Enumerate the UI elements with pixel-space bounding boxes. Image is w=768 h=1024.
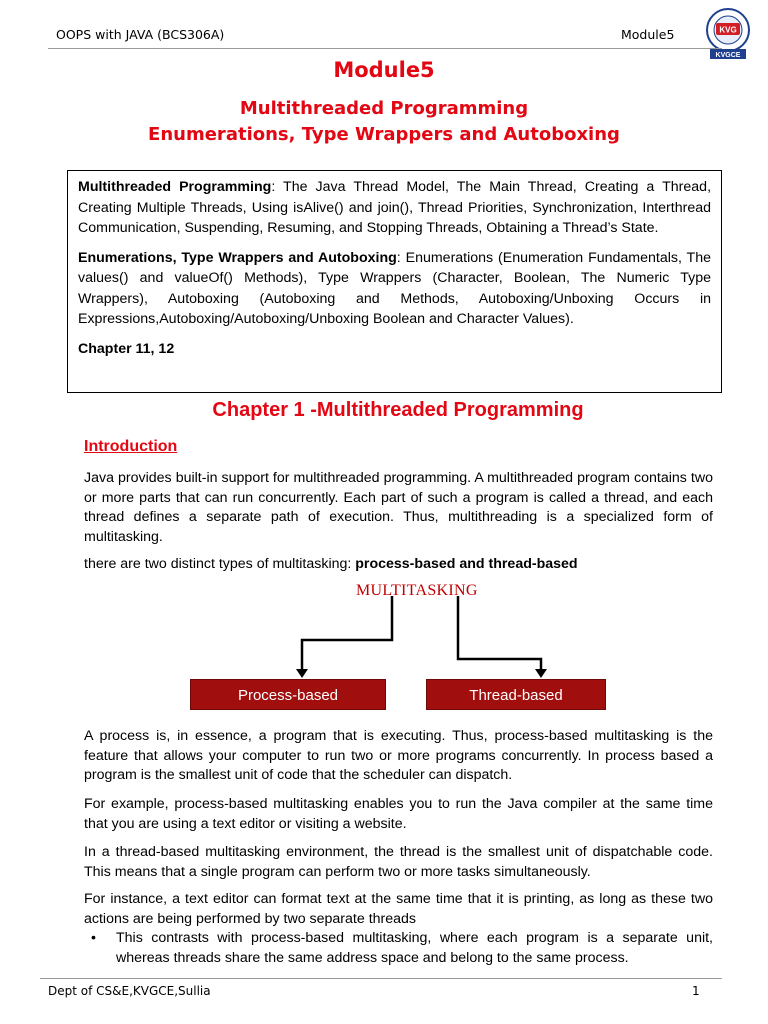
syllabus-heading-1: Multithreaded Programming bbox=[78, 179, 272, 195]
header-course: OOPS with JAVA (BCS306A) bbox=[56, 27, 225, 42]
paragraph-2 bbox=[84, 555, 713, 575]
syllabus-heading-2: Enumerations, Type Wrappers and Autoboxing bbox=[78, 249, 397, 266]
footer-divider bbox=[40, 978, 722, 979]
module-subtitle-2: Enumerations, Type Wrappers and Autoboxing bbox=[148, 124, 620, 145]
bullet-dot-icon: • bbox=[91, 930, 96, 946]
multitasking-diagram bbox=[180, 580, 620, 710]
syllabus-box bbox=[67, 170, 722, 393]
logo-subtext: KVGCE bbox=[715, 52, 741, 59]
process-based-box: Process-based bbox=[190, 679, 386, 710]
paragraph-6: For instance, a text editor can format text at the same time that it is printing, as long as these two actions are being performed by two separate threads bbox=[84, 891, 713, 927]
chapter-title: Chapter 1 -Multithreaded Programming bbox=[212, 399, 584, 421]
intro-heading: Introduction bbox=[84, 438, 178, 455]
diagram-root-label: MULTITASKING bbox=[356, 582, 478, 599]
bullet-item bbox=[91, 929, 713, 968]
paragraph-2-prefix: there are two distinct types of multitasking: bbox=[84, 556, 356, 572]
syllabus-text-2: : Enumerations (Enumeration Fundamentals, The values() and valueOf() Methods), Type Wrappers (Character, Boolean, The Numeric Type Wrappers), Autoboxing (Autoboxing and Methods, Autoboxing/Unboxing Occurs in Expressions,Autoboxing/Autoboxing/Unboxing Boolean and Character Values). bbox=[78, 249, 711, 327]
footer-page-number: 1 bbox=[692, 984, 700, 998]
paragraph-2-bold: process-based and thread-based bbox=[355, 556, 578, 572]
bullet-text: This contrasts with process-based multitasking, where each program is a separate unit, whereas threads share the same address space and belong to the same process. bbox=[116, 930, 713, 966]
module-title: Module5 bbox=[333, 58, 435, 82]
footer-department: Dept of CS&E,KVGCE,Sullia bbox=[48, 984, 211, 998]
syllabus-text-1: : The Java Thread Model, The Main Thread, Creating a Thread, Creating Multiple Threads, Using isAlive() and join(), Thread Priorities, Synchronization, Interthread Communication, Suspending, Resuming, and Stopping Threads, Obtaining a Thread’s State. bbox=[78, 179, 712, 236]
header-module: Module5 bbox=[621, 27, 675, 42]
college-logo bbox=[700, 6, 756, 62]
syllabus-block-2 bbox=[78, 248, 711, 330]
module-subtitle-1: Multithreaded Programming bbox=[239, 98, 529, 119]
paragraph-4: For example, process-based multitasking enables you to run the Java compiler at the same time that you are using a text editor or visiting a website. bbox=[84, 796, 713, 832]
header-divider bbox=[48, 48, 722, 49]
paragraph-5: In a thread-based multitasking environment, the thread is the smallest unit of dispatchable code. This means that a single program can perform two or more tasks simultaneously. bbox=[84, 844, 713, 880]
syllabus-chapters-text: Chapter 11, 12 bbox=[78, 340, 175, 357]
paragraph-1: Java provides built-in support for multithreaded programming. A multithreaded program contains two or more parts that can run concurrently. Each part of such a program is called a thread, and each thread defines a separate path of execution. Thus, multithreading is a specialized form of multitasking. bbox=[84, 470, 713, 545]
logo-text: KVG bbox=[719, 25, 737, 35]
paragraph-3: A process is, in essence, a program that is executing. Thus, process-based multitasking is the feature that allows your computer to run two or more programs concurrently. In process based a program is the smallest unit of code that the scheduler can dispatch. bbox=[84, 728, 713, 783]
thread-based-box: Thread-based bbox=[426, 679, 606, 710]
syllabus-block-1 bbox=[78, 177, 711, 239]
syllabus-chapters bbox=[78, 339, 711, 360]
